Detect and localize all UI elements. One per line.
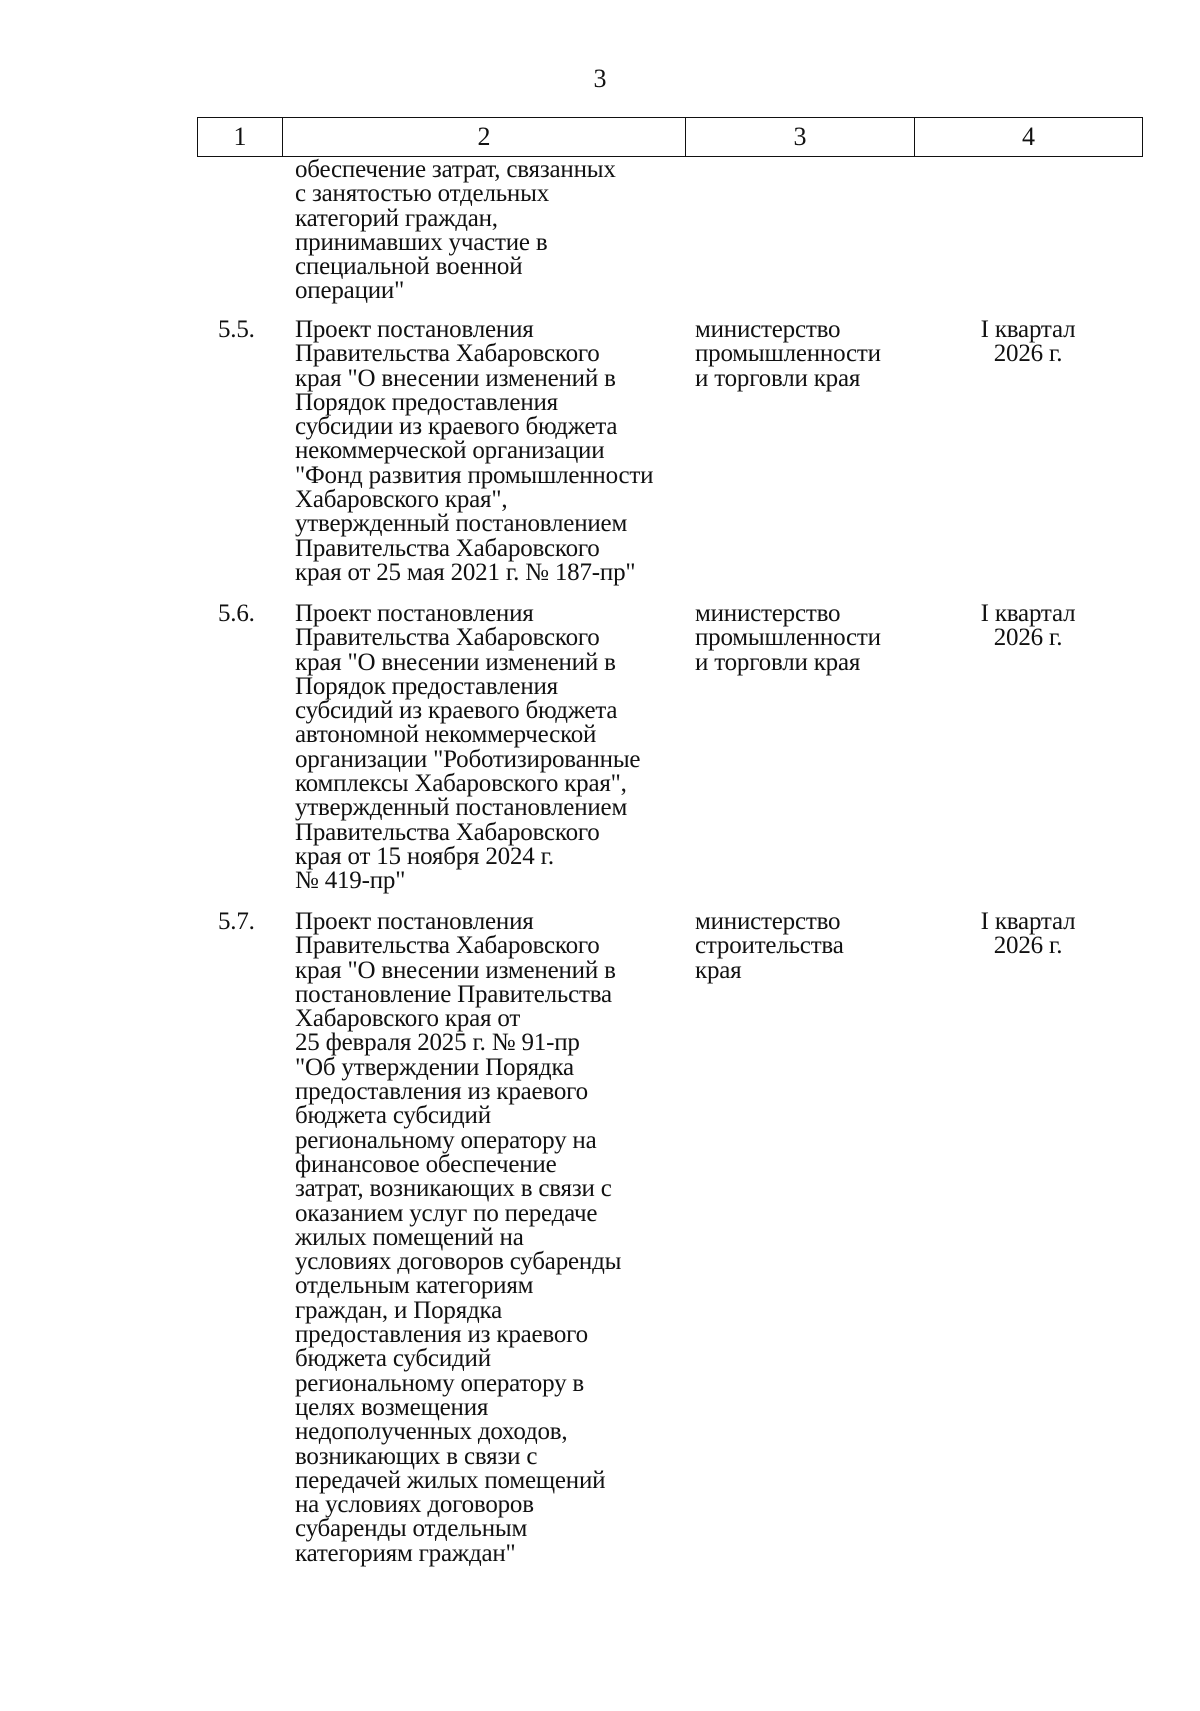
page-number: 3 xyxy=(593,64,607,93)
row-number: 5.6. xyxy=(218,600,255,627)
row-description: Проект постановления Правительства Хабаровского края "О внесении изменений в Порядок предоставления субсидий из краевого бюджета автономной некоммерческой организации "Роботизированные комплексы Хабаровского края", утвержденный постановлением Правительства Хабаровского края от 15 ноября 2024 г. № 419-пр" xyxy=(295,600,641,895)
column-header-table xyxy=(197,117,1143,157)
column-header-3: 3 xyxy=(686,118,915,157)
row-executor: министерство строительства края xyxy=(695,908,844,984)
column-header-4: 4 xyxy=(915,118,1143,157)
row-number: 5.7. xyxy=(218,908,255,935)
row-term: I квартал 2026 г. xyxy=(980,600,1076,652)
row-executor: министерство промышленности и торговли края xyxy=(695,316,881,392)
column-header-row xyxy=(198,118,1143,157)
row-term: I квартал 2026 г. xyxy=(980,316,1076,368)
row-executor: министерство промышленности и торговли края xyxy=(695,600,881,676)
row-term: I квартал 2026 г. xyxy=(980,908,1076,960)
column-header-2: 2 xyxy=(283,118,686,157)
row-description: Проект постановления Правительства Хабаровского края "О внесении изменений в постановление Правительства Хабаровского края от 25 февраля 2025 г. № 91-пр "Об утверждении Порядка предоставления из краевого бюджета субсидий региональному оператору на финансовое обеспечение затрат, возникающих в связи с оказанием услуг по передаче жилых помещений на условиях договоров субаренды отдельным категориям граждан, и Порядка предоставления из краевого бюджета субсидий региональному оператору в целях возмещения недополученных доходов, возникающих в связи с передачей жилых помещений на условиях договоров субаренды отдельным категориям граждан" xyxy=(295,908,622,1567)
row-description: Проект постановления Правительства Хабаровского края "О внесении изменений в Порядок предоставления субсидии из краевого бюджета некоммерческой организации "Фонд развития промышленности Хабаровского края", утвержденный постановлением Правительства Хабаровского края от 25 мая 2021 г. № 187-пр" xyxy=(295,316,654,586)
continuation-text: обеспечение затрат, связанных с занятостью отдельных категорий граждан, принимавших участие в специальной военной операции" xyxy=(295,156,616,305)
column-header-1: 1 xyxy=(198,118,283,157)
row-number: 5.5. xyxy=(218,316,255,343)
